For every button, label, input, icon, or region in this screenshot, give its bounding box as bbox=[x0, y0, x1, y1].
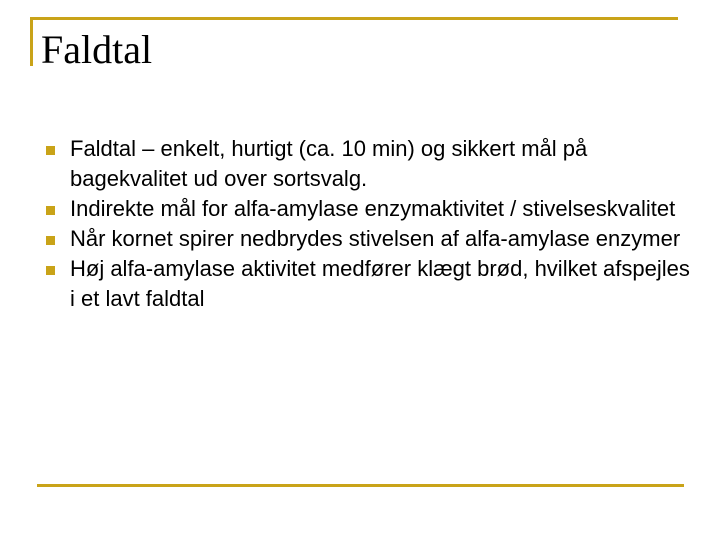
bullet-item bbox=[46, 194, 696, 224]
bullet-text: Når kornet spirer nedbrydes stivelsen af alfa-amylase enzymer bbox=[70, 226, 681, 251]
bullet-item bbox=[46, 134, 696, 194]
bullet-list bbox=[46, 134, 696, 314]
square-bullet-icon bbox=[46, 206, 55, 215]
bullet-item bbox=[46, 254, 696, 314]
square-bullet-icon bbox=[46, 236, 55, 245]
bottom-accent-line bbox=[37, 484, 684, 487]
slide-title: Faldtal bbox=[41, 27, 153, 72]
top-accent-line bbox=[30, 17, 678, 20]
square-bullet-icon bbox=[46, 146, 55, 155]
bullet-item bbox=[46, 224, 696, 254]
bullet-text: Indirekte mål for alfa-amylase enzymaktivitet / stivelseskvalitet bbox=[70, 196, 676, 221]
left-accent-line bbox=[30, 17, 33, 66]
square-bullet-icon bbox=[46, 266, 55, 275]
bullet-text: Faldtal – enkelt, hurtigt (ca. 10 min) og sikkert mål på bagekvalitet ud over sortsvalg. bbox=[70, 136, 588, 191]
bullet-text: Høj alfa-amylase aktivitet medfører klægt brød, hvilket afspejles i et lavt faldtal bbox=[70, 256, 690, 311]
